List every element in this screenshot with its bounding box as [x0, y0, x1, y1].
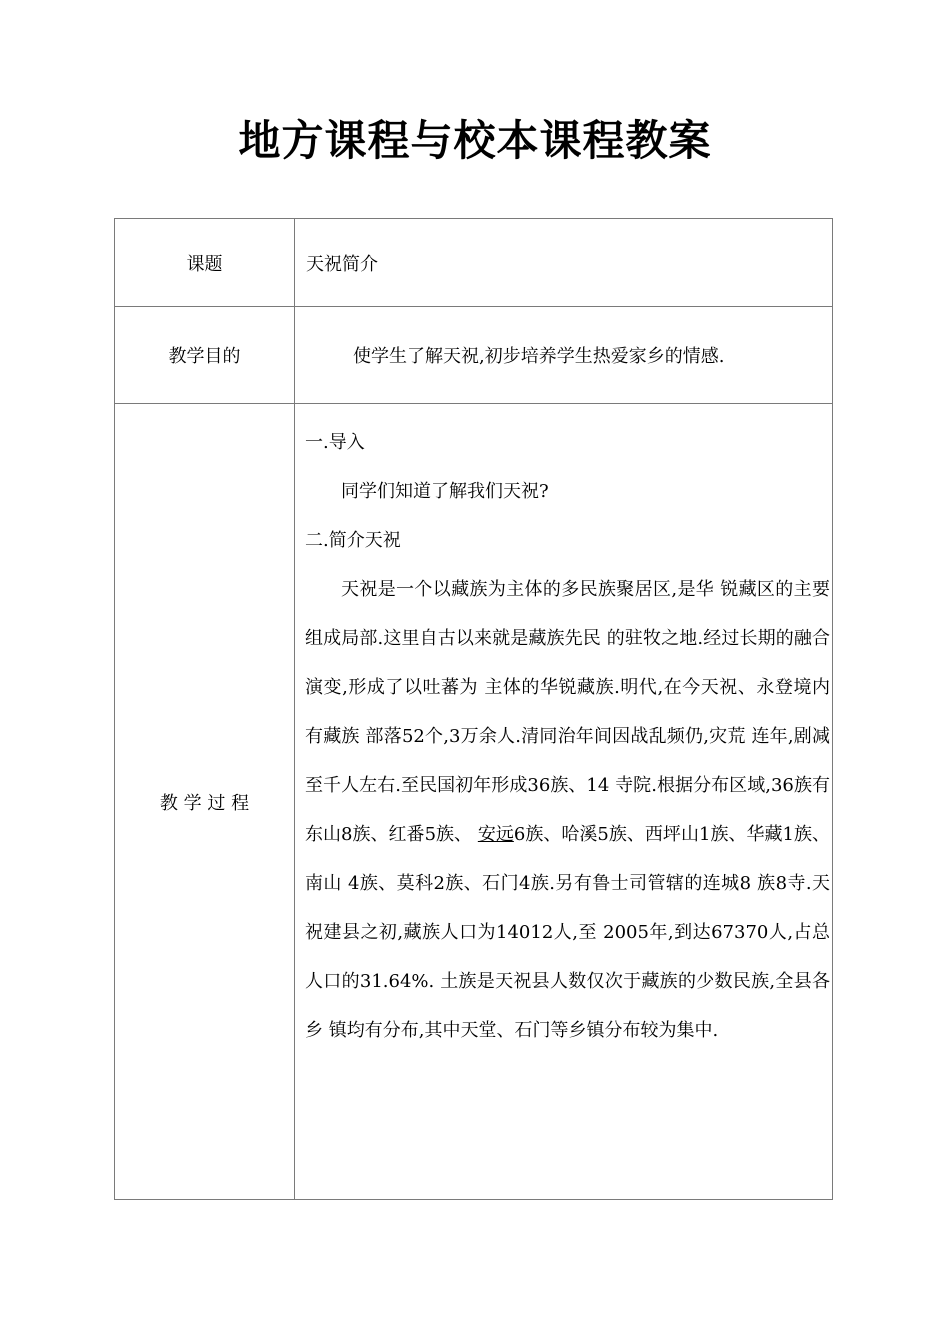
section-heading-overview: 二.简介天祝 — [305, 530, 401, 551]
lesson-plan-table — [114, 218, 833, 1200]
process-label: 教 学 过 程 — [115, 404, 295, 1200]
overview-paragraph — [305, 565, 832, 1055]
document-title: 地方课程与校本课程教案 — [238, 116, 712, 165]
topic-label: 课题 — [115, 219, 295, 307]
topic-row — [115, 219, 833, 307]
overview-text-part2: 6族、哈溪5族、西坪山1族、华藏1族、南山 4族、莫科2族、石门4族.另有鲁士司管辖的连城8 族8寺.天祝建县之初,藏族人口为14012人,至 2005年,到达67370人,占总人口的31.64%. 土族是天祝县人数仅次于藏族的少数民族,全县各乡 镇均有分布,其中天堂、石门等乡镇分布较为集中. — [305, 824, 830, 1041]
overview-underlined-place: 安远 — [477, 824, 514, 845]
topic-value: 天祝简介 — [306, 253, 378, 275]
goal-row — [115, 307, 833, 404]
process-row — [115, 404, 833, 1200]
topic-cell — [295, 219, 833, 307]
goal-label: 教学目的 — [115, 307, 295, 404]
section-heading-intro: 一.导入 — [305, 432, 365, 453]
intro-question: 同学们知道了解我们天祝? — [341, 481, 549, 502]
goal-value: 使学生了解天祝,初步培养学生热爱家乡的情感. — [353, 346, 725, 367]
process-cell — [295, 404, 833, 1200]
goal-cell — [295, 307, 833, 404]
process-content — [295, 404, 832, 1199]
overview-text-part1: 天祝是一个以藏族为主体的多民族聚居区,是华 锐藏区的主要组成局部.这里自古以来就是藏族先民 的驻牧之地.经过长期的融合演变,形成了以吐蕃为 主体的华锐藏族.明代,在今天祝、永登境内有藏族 部落52个,3万余人.清同治年间因战乱频仍,灾荒 连年,剧减至千人左右.至民国初年形成36族、14 寺院.根据分布区域,36族有东山8族、红番5族、 — [305, 579, 830, 845]
